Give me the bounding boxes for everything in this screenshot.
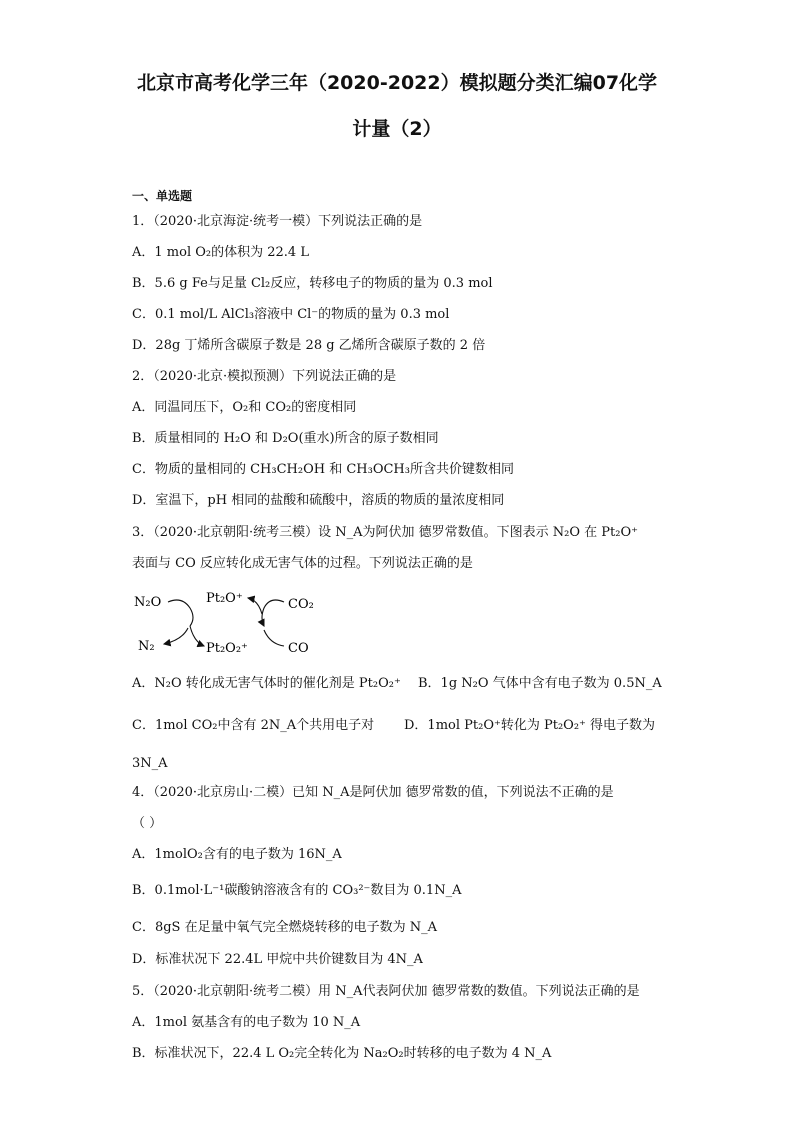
q2-option-b: B．质量相同的 H₂O 和 D₂O(重水)所含的原子数相同 <box>132 431 439 446</box>
left-cycle-arrow-to-n2 <box>164 628 188 644</box>
label-pt2o: Pt₂O⁺ <box>206 591 243 606</box>
right-cycle-arrow-top <box>262 600 284 626</box>
q4-option-a: A．1molO₂含有的电子数为 16N_A <box>132 847 342 862</box>
q4-option-d: D．标准状况下 22.4L 甲烷中共价键数目为 4N_A <box>132 952 423 967</box>
q4-stem-line2: （ ） <box>132 816 163 831</box>
q1-option-b: B．5.6 g Fe与足量 Cl₂反应，转移电子的物质的量为 0.3 mol <box>132 276 493 291</box>
q2-option-d: D．室温下，pH 相同的盐酸和硫酸中，溶质的物质的量浓度相同 <box>132 493 505 508</box>
q3-option-a: A．N₂O 转化成无害气体时的催化剂是 Pt₂O₂⁺ <box>132 676 401 691</box>
label-pt2o2: Pt₂O₂⁺ <box>206 641 248 656</box>
q4-option-b: B．0.1mol·L⁻¹碳酸钠溶液含有的 CO₃²⁻数目为 0.1N_A <box>132 883 462 898</box>
q5-stem: 5．（2020·北京朝阳·统考二模）用 N_A代表阿伏加 德罗常数的数值。下列说法正确的是 <box>132 984 640 999</box>
right-cycle-arrow-to-pt2o <box>248 598 262 614</box>
q3-option-d: D．1mol Pt₂O⁺转化为 Pt₂O₂⁺ 得电子数为 <box>404 718 656 733</box>
right-cycle-arrow-bottom <box>264 630 284 646</box>
q5-option-b: B．标准状况下，22.4 L O₂完全转化为 Na₂O₂时转移的电子数为 4 N_A <box>132 1046 552 1061</box>
document-title-line1: 北京市高考化学三年（2020-2022）模拟题分类汇编07化学 <box>136 72 658 94</box>
q3-option-d-cont: 3N_A <box>132 756 168 771</box>
q1-option-a: A．1 mol O₂的体积为 22.4 L <box>132 245 309 260</box>
label-co: CO <box>288 641 309 656</box>
q4-stem-line1: 4．（2020·北京房山·二模）已知 N_A是阿伏加 德罗常数的值，下列说法不正确的是 <box>132 785 614 800</box>
reaction-cycle-diagram <box>132 586 332 662</box>
q5-option-a: A．1mol 氨基含有的电子数为 10 N_A <box>132 1015 361 1030</box>
q2-stem: 2．（2020·北京·模拟预测）下列说法正确的是 <box>132 369 397 384</box>
label-co2: CO₂ <box>288 597 314 612</box>
q1-option-d: D．28g 丁烯所含碳原子数是 28 g 乙烯所含碳原子数的 2 倍 <box>132 338 486 353</box>
q3-stem-line2: 表面与 CO 反应转化成无害气体的过程。下列说法正确的是 <box>132 556 473 571</box>
q3-option-b: B．1g N₂O 气体中含有电子数为 0.5N_A <box>418 676 662 691</box>
document-title-line2: 计量（2） <box>352 118 442 140</box>
q3-stem-line1: 3．（2020·北京朝阳·统考三模）设 N_A为阿伏加 德罗常数值。下图表示 N₂O 在 Pt₂O⁺ <box>132 525 638 540</box>
q4-option-c: C．8gS 在足量中氧气完全燃烧转移的电子数为 N_A <box>132 920 437 935</box>
q1-option-c: C．0.1 mol/L AlCl₃溶液中 Cl⁻的物质的量为 0.3 mol <box>132 307 450 322</box>
q2-option-a: A．同温同压下，O₂和 CO₂的密度相同 <box>132 400 357 415</box>
q3-option-c: C．1mol CO₂中含有 2N_A个共用电子对 <box>132 718 375 733</box>
label-n2o: N₂O <box>134 595 162 610</box>
q1-stem: 1．（2020·北京海淀·统考一模）下列说法正确的是 <box>132 214 423 229</box>
left-cycle-arrow-top <box>168 600 193 626</box>
q2-option-c: C．物质的量相同的 CH₃CH₂OH 和 CH₃OCH₃所含共价键数相同 <box>132 462 514 477</box>
label-n2: N₂ <box>138 639 155 654</box>
left-cycle-arrow-to-pt2o2 <box>190 626 204 646</box>
section-heading: 一、单选题 <box>132 189 193 203</box>
